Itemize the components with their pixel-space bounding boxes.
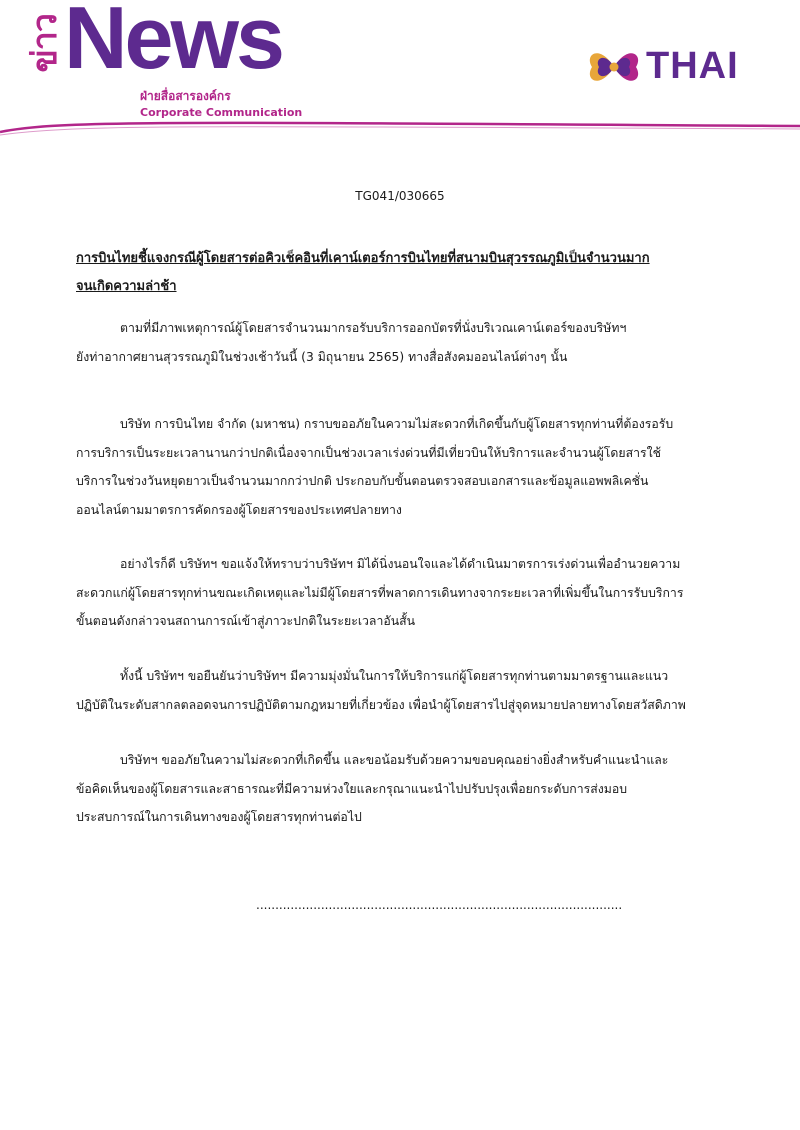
document-reference: TG041/030665 [355,189,445,203]
header-divider-swoosh [0,118,800,138]
logo-subtitle-en: Corporate Communication [140,106,303,119]
paragraph [76,662,756,719]
paragraph-line: สะดวกแก่ผู้โดยสารทุกท่านขณะเกิดเหตุและไม่มีผู้โดยสารที่พลาดการเดินทางจากระยะเวลาที่เพิ่มขึ้นในการรับบริการ [76,585,684,600]
airline-logo-text: THAI [646,45,739,87]
paragraph-line: ขั้นตอนดังกล่าวจนสถานการณ์เข้าสู่ภาวะปกติในระยะเวลาอันสั้น [76,614,416,628]
document-title [76,245,736,301]
letterhead [0,0,800,135]
logo-news-word: News [64,0,282,87]
paragraph-line: ยังท่าอากาศยานสุวรรณภูมิในช่วงเช้าวันนี้ (3 มิถุนายน 2565) ทางสื่อสังคมออนไลน์ต่างๆ นั้น [76,349,568,364]
paragraph [76,314,756,371]
paragraph-line: บริษัท การบินไทย จำกัด (มหาชน) กราบขออภัยในความไม่สะดวกที่เกิดขึ้นกับผู้โดยสารทุกท่านที่ต้องรอรับ [120,417,674,431]
news-logo [18,0,318,124]
paragraph-line: ข้อคิดเห็นของผู้โดยสารและสาธารณะที่มีความห่วงใยและกรุณาแนะนำไปปรับปรุงเพื่อยกระดับการส่งมอบ [76,781,628,796]
logo-subtitle-thai: ฝ่ายสื่อสารองค์กร [140,89,231,103]
orchid-emblem-icon [586,42,642,92]
paragraph [76,550,756,636]
thai-airways-logo [586,42,776,92]
paragraph [76,410,756,524]
paragraph-line: ตามที่มีภาพเหตุการณ์ผู้โดยสารจำนวนมากรอรับบริการออกบัตรที่นั่งบริเวณเคาน์เตอร์ของบริษัทฯ [120,321,627,335]
paragraph-line: บริการในช่วงวันหยุดยาวเป็นจำนวนมากกว่าปกติ ประกอบกับขั้นตอนตรวจสอบเอกสารและข้อมูลแอพพลิเคชั่น [76,474,649,488]
title-line: จนเกิดความล่าช้า [76,279,177,294]
paragraph-line: ประสบการณ์ในการเดินทางของผู้โดยสารทุกท่านต่อไป [76,810,362,824]
paragraph-line: บริษัทฯ ขออภัยในความไม่สะดวกที่เกิดขึ้น และขอน้อมรับด้วยความขอบคุณอย่างยิ่งสำหรับคำแนะนำและ [120,753,669,767]
title-line: การบินไทยชี้แจงกรณีผู้โดยสารต่อคิวเช็คอินที่เคาน์เตอร์การบินไทยที่สนามบินสุวรรณภูมิเป็นจำนวนมาก [76,251,650,266]
paragraph-line: อย่างไรก็ดี บริษัทฯ ขอแจ้งให้ทราบว่าบริษัทฯ มิได้นิ่งนอนใจและได้ดำเนินมาตรการเร่งด่วนเพื่ออำนวยความ [120,557,681,571]
paragraph-line: ทั้งนี้ บริษัทฯ ขอยืนยันว่าบริษัทฯ มีความมุ่งมั่นในการให้บริการแก่ผู้โดยสารทุกท่านตามมาตรฐานและแนว [120,669,669,683]
end-divider: ................................................................................................ [256,898,623,912]
paragraph-line: ออนไลน์ตามมาตรการคัดกรองผู้โดยสารของประเทศปลายทาง [76,502,402,517]
paragraph-line: การบริการเป็นระยะเวลานานกว่าปกติเนื่องจากเป็นช่วงเวลาเร่งด่วนที่มีเที่ยวบินให้บริการและจำนวนผู้โดยสารใช้ [76,445,661,460]
logo-thai-word: ข่าว [25,14,65,73]
paragraph-line: ปฏิบัติในระดับสากลตลอดจนการปฏิบัติตามกฎหมายที่เกี่ยวข้อง เพื่อนำผู้โดยสารไปสู่จุดหมายปลายทางโดยสวัสดิภาพ [76,697,686,712]
paragraph [76,746,756,832]
